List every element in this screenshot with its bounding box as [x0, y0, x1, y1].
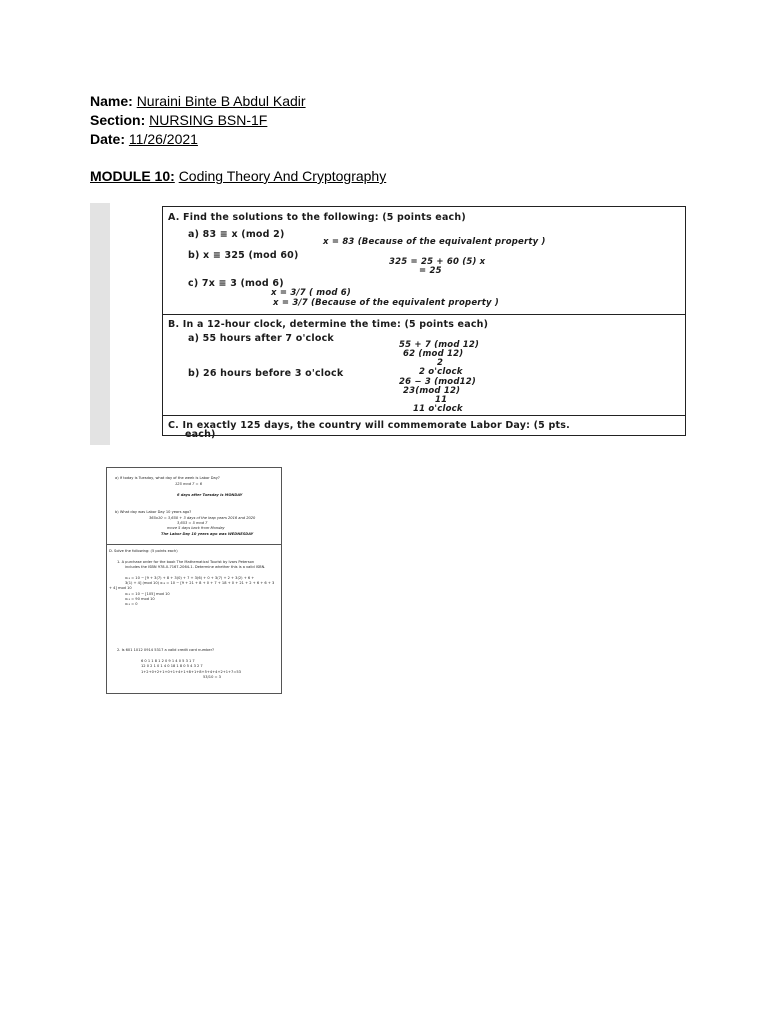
a3-question: c) 7x ≡ 3 (mod 6): [188, 278, 284, 289]
scan2-line: 1+2+0+2+1+0+1+4+1+8+1+8+5+4+4+2+1+7=53: [141, 670, 241, 674]
b2-answer-line1: 26 − 3 (mod12): [399, 377, 476, 387]
b1-question: a) 55 hours after 7 o'clock: [188, 333, 334, 344]
b2-question: b) 26 hours before 3 o'clock: [188, 368, 344, 379]
section-c-title-line1: C. In exactly 125 days, the country will commemorate Labor Day: (5 pts.: [168, 420, 570, 431]
date-row: [90, 130, 306, 149]
student-info: [90, 92, 306, 149]
scan2-line: x₁₃ = 10 − [105] mod 10: [125, 592, 170, 596]
scan2-line: + 4] mod 10: [109, 586, 132, 590]
section-value: NURSING BSN-1F: [149, 112, 268, 128]
scan2-line: 125 mod 7 = 6: [175, 482, 202, 486]
b1-answer-line4: 2 o'clock: [419, 367, 463, 377]
b2-answer-line3: 11: [435, 395, 448, 405]
scan2-line: 2. Is 601 1012 0914 5317 a valid credit card number?: [117, 648, 214, 652]
section-a-title: A. Find the solutions to the following: (5 points each): [168, 212, 466, 223]
name-value: Nuraini Binte B Abdul Kadir: [136, 93, 306, 109]
b2-answer-line2: 23(mod 12): [403, 386, 461, 396]
scan2-line: x₁₃ = 90 mod 10: [125, 597, 155, 601]
scan2-line: 365x10 = 3,650 + 3 days of the leap years 2016 and 2020: [149, 516, 256, 520]
scan2-line: 3(1) + 4] (mod 10) x₁₃ = 10 − [9 + 21 + 8 + 0 + 7 + 18 + 0 + 21 + 2 + 6 + 6 + 3: [125, 581, 275, 585]
date-value: 11/26/2021: [128, 131, 198, 147]
a2-answer-line2: = 25: [419, 266, 442, 276]
scan2-line: x₁₃ = 0: [125, 602, 138, 606]
a1-question: a) 83 ≡ x (mod 2): [188, 229, 285, 240]
b2-answer-line4: 11 o'clock: [413, 404, 463, 414]
b1-answer-line2: 62 (mod 12): [403, 349, 464, 359]
section-label: Section:: [90, 112, 146, 128]
scanned-answers-image-2: [106, 467, 282, 694]
section-b-title: B. In a 12-hour clock, determine the time: (5 points each): [168, 319, 489, 330]
answer-table: [162, 206, 686, 440]
scan2-line: a) If today is Tuesday, what day of the week is Labor Day?: [115, 476, 220, 480]
name-label: Name:: [90, 93, 133, 109]
scan2-line: 3,653 = 5 mod 7: [177, 521, 208, 525]
scan2-line: 6 days after Tuesday is MONDAY: [177, 493, 243, 497]
scan2-line: x₁₃ = 10 − [9 + 3(7) + 8 + 3(0) + 7 + 3(6) + 0 + 3(7) + 2 + 3(2) + 6 +: [125, 576, 255, 580]
a2-answer-line1: 325 = 25 + 60 (5) x: [389, 257, 486, 267]
scan2-line: 1. A purchase order for the book The Mathematical Tourist by Ivars Peterson: [117, 560, 255, 564]
module-title: Coding Theory And Cryptography: [178, 168, 387, 184]
scan2-line: move 5 days back from Monday: [167, 526, 225, 530]
date-label: Date:: [90, 131, 126, 147]
table-divider: [163, 314, 685, 315]
a3-answer-line2: x = 3/7 (Because of the equivalent property ): [273, 298, 499, 308]
table-divider: [163, 415, 685, 416]
a3-answer-line1: x = 3/7 ( mod 6): [271, 288, 351, 298]
scan2-line: 12 0 2 1 0 1 4 0 18 1 8 0 5 4 3 2 7: [141, 664, 203, 668]
name-row: [90, 92, 306, 111]
table-divider: [107, 544, 281, 545]
scan2-line: includes the ISBN 978-0-7167-2064-1. Determine whether this is a valid ISBN.: [125, 565, 266, 569]
b1-answer-line1: 55 + 7 (mod 12): [399, 340, 480, 350]
scan2-line: D. Solve the following: (5 points each): [109, 549, 178, 553]
scan2-line: 53/10 = 3: [203, 675, 221, 679]
module-label: MODULE 10:: [90, 168, 175, 184]
scan-margin-band: [90, 203, 110, 445]
scan2-line: 6 0 1 1 8 1 2 0 9 1 4 0 5 3 1 7: [141, 659, 195, 663]
module-heading: [90, 168, 386, 184]
scan2-line: b) What day was Labor Day 10 years ago?: [115, 510, 192, 514]
a2-question: b) x ≡ 325 (mod 60): [188, 250, 299, 261]
a1-answer: x = 83 (Because of the equivalent property ): [323, 237, 546, 247]
section-row: [90, 111, 306, 130]
section-c-title-line2: each): [185, 429, 216, 440]
scanned-answers-image-1: [90, 203, 688, 445]
scan2-line: The Labor Day 10 years ago was WEDNESDAY: [161, 532, 254, 536]
b1-answer-line3: 2: [437, 358, 444, 368]
